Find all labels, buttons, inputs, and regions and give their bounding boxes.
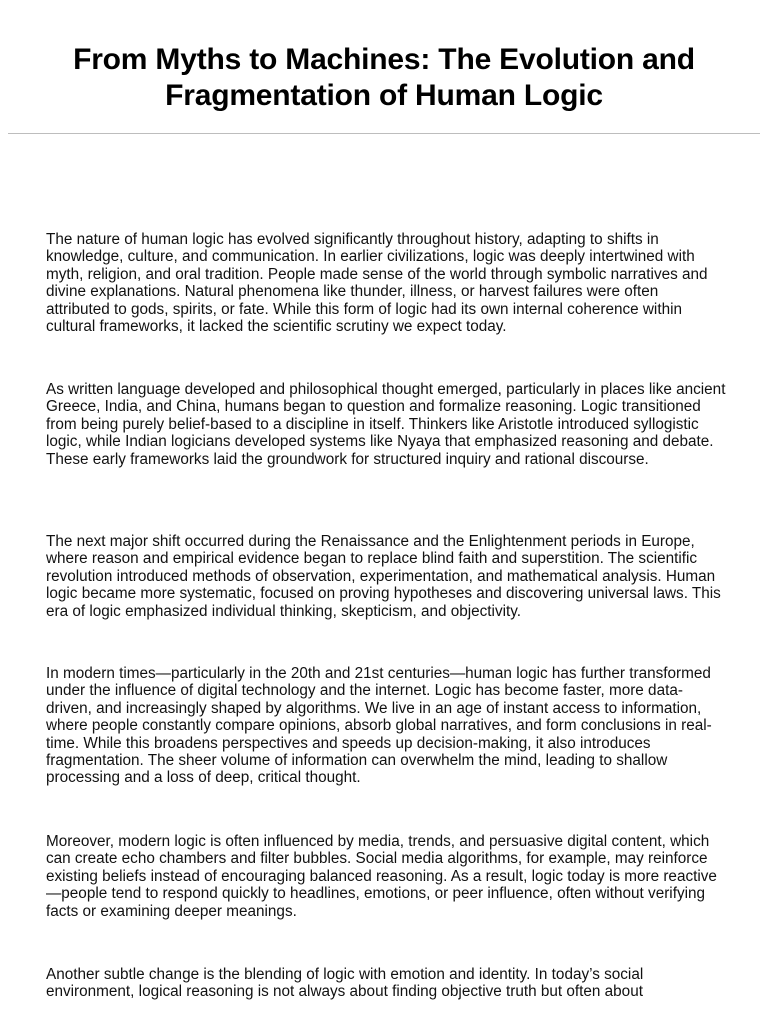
paragraph-philosophical-logic: As written language developed and philosophical thought emerged, particularly in places like ancient Greece, India, and China, humans began to question and formalize reasoning. Logic transitioned from being purely belief-based to a discipline in itself. Thinkers like Aristotle introduced syllogistic logic, while Indian logicians developed systems like Nyaya that emphasized reasoning and debate. These early frameworks laid the groundwork for structured inquiry and rational discourse. [46, 381, 726, 468]
page-title: From Myths to Machines: The Evolution and Fragmentation of Human Logic [73, 43, 695, 112]
paragraph-emotion-identity: Another subtle change is the blending of logic with emotion and identity. In today’s social environment, logical reasoning is not always about finding objective truth but often about [46, 966, 644, 1001]
title-divider [8, 133, 760, 134]
paragraph-modern-digital-logic: In modern times—particularly in the 20th and 21st centuries—human logic has further transformed under the influence of digital technology and the internet. Logic has become faster, more data-driven, and increasingly shaped by algorithms. We live in an age of instant access to information, where people constantly compare opinions, absorb global narratives, and form conclusions in real-time. While this broadens perspectives and speeds up decision-making, it also introduces fragmentation. The sheer volume of information can overwhelm the mind, leading to shallow processing and a loss of deep, critical thought. [46, 665, 712, 787]
paragraph-media-influence: Moreover, modern logic is often influenced by media, trends, and persuasive digital content, which can create echo chambers and filter bubbles. Social media algorithms, for example, may reinforce existing beliefs instead of encouraging balanced reasoning. As a result, logic today is more reactive—people tend to respond quickly to headlines, emotions, or peer influence, often without verifying facts or examining deeper meanings. [46, 833, 717, 920]
paragraph-myth-origins: The nature of human logic has evolved significantly throughout history, adapting to shifts in knowledge, culture, and communication. In earlier civilizations, logic was deeply intertwined with myth, religion, and oral tradition. People made sense of the world through symbolic narratives and divine explanations. Natural phenomena like thunder, illness, or harvest failures were often attributed to gods, spirits, or fate. While this form of logic had its own internal coherence within cultural frameworks, it lacked the scientific scrutiny we expect today. [46, 231, 708, 336]
paragraph-renaissance-enlightenment: The next major shift occurred during the Renaissance and the Enlightenment periods in Europe, where reason and empirical evidence began to replace blind faith and superstition. The scientific revolution introduced methods of observation, experimentation, and mathematical analysis. Human logic became more systematic, focused on proving hypotheses and discovering universal laws. This era of logic emphasized individual thinking, skepticism, and objectivity. [46, 533, 721, 620]
